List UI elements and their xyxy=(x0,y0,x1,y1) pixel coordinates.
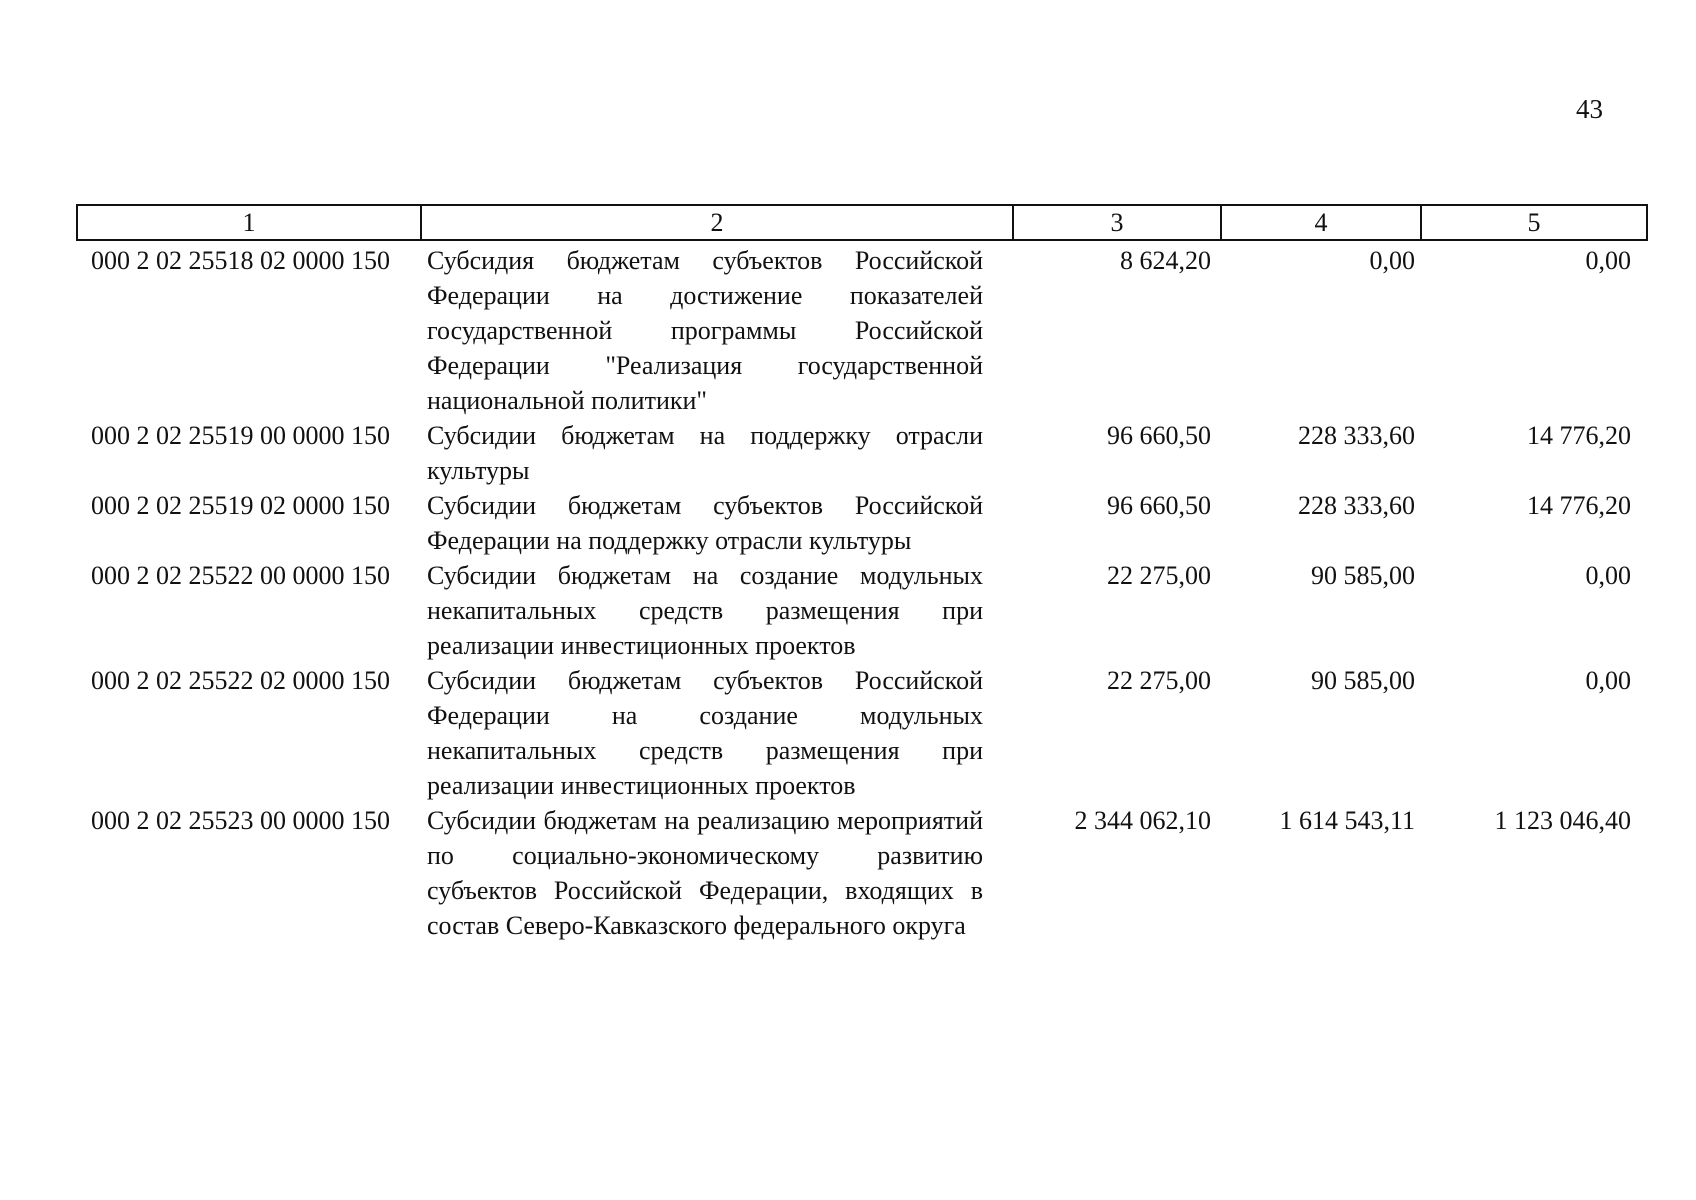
column-header-1: 1 xyxy=(77,205,421,240)
column-header-3: 3 xyxy=(1013,205,1221,240)
value-col-5: 14 776,20 xyxy=(1527,421,1631,450)
header-row xyxy=(77,205,1647,240)
column-header-5: 5 xyxy=(1421,205,1647,240)
value-col-4: 90 585,00 xyxy=(1311,561,1415,590)
item-name: Субсидии бюджетам на реализацию мероприятий по социально-экономическому развитию субъектов Российской Федерации, входящих в состав Северо-Кавказского федерального округа xyxy=(427,806,983,940)
value-col-3: 96 660,50 xyxy=(1107,491,1211,520)
value-col-3: 96 660,50 xyxy=(1107,421,1211,450)
budget-code: 000 2 02 25519 02 0000 150 xyxy=(91,491,390,520)
item-name: Субсидии бюджетам субъектов Российской Федерации на поддержку отрасли культуры xyxy=(427,491,983,555)
value-col-3: 2 344 062,10 xyxy=(1074,806,1211,835)
budget-code: 000 2 02 25519 00 0000 150 xyxy=(91,421,390,450)
table-row xyxy=(77,663,1647,803)
value-col-5: 14 776,20 xyxy=(1527,491,1631,520)
value-col-5: 1 123 046,40 xyxy=(1494,806,1631,835)
value-col-3: 8 624,20 xyxy=(1120,246,1211,275)
table-row xyxy=(77,488,1647,558)
page-number: 43 xyxy=(1576,94,1603,124)
value-col-4: 228 333,60 xyxy=(1298,421,1415,450)
budget-code: 000 2 02 25522 00 0000 150 xyxy=(91,561,390,590)
value-col-5: 0,00 xyxy=(1585,561,1631,590)
column-header-2: 2 xyxy=(421,205,1013,240)
table-body xyxy=(77,240,1647,943)
table-row xyxy=(77,240,1647,418)
item-name: Субсидии бюджетам на поддержку отрасли культуры xyxy=(427,421,983,485)
table-row xyxy=(77,558,1647,663)
value-col-5: 0,00 xyxy=(1585,246,1631,275)
budget-code: 000 2 02 25523 00 0000 150 xyxy=(91,806,390,835)
item-name: Субсидии бюджетам на создание модульных некапитальных средств размещения при реализации инвестиционных проектов xyxy=(427,561,983,660)
budget-code: 000 2 02 25522 02 0000 150 xyxy=(91,666,390,695)
value-col-3: 22 275,00 xyxy=(1107,666,1211,695)
value-col-4: 90 585,00 xyxy=(1311,666,1415,695)
item-name: Субсидии бюджетам субъектов Российской Федерации на создание модульных некапитальных средств размещения при реализации инвестиционных проектов xyxy=(427,666,983,800)
value-col-5: 0,00 xyxy=(1585,666,1631,695)
value-col-4: 1 614 543,11 xyxy=(1279,806,1415,835)
table-header xyxy=(77,205,1647,240)
table-row xyxy=(77,803,1647,943)
budget-code: 000 2 02 25518 02 0000 150 xyxy=(91,246,390,275)
value-col-4: 228 333,60 xyxy=(1298,491,1415,520)
table-row xyxy=(77,418,1647,488)
budget-table xyxy=(76,204,1648,943)
value-col-3: 22 275,00 xyxy=(1107,561,1211,590)
column-header-4: 4 xyxy=(1221,205,1421,240)
value-col-4: 0,00 xyxy=(1369,246,1415,275)
item-name: Субсидия бюджетам субъектов Российской Федерации на достижение показателей государственной программы Российской Федерации "Реализация государственной национальной политики" xyxy=(427,246,983,415)
